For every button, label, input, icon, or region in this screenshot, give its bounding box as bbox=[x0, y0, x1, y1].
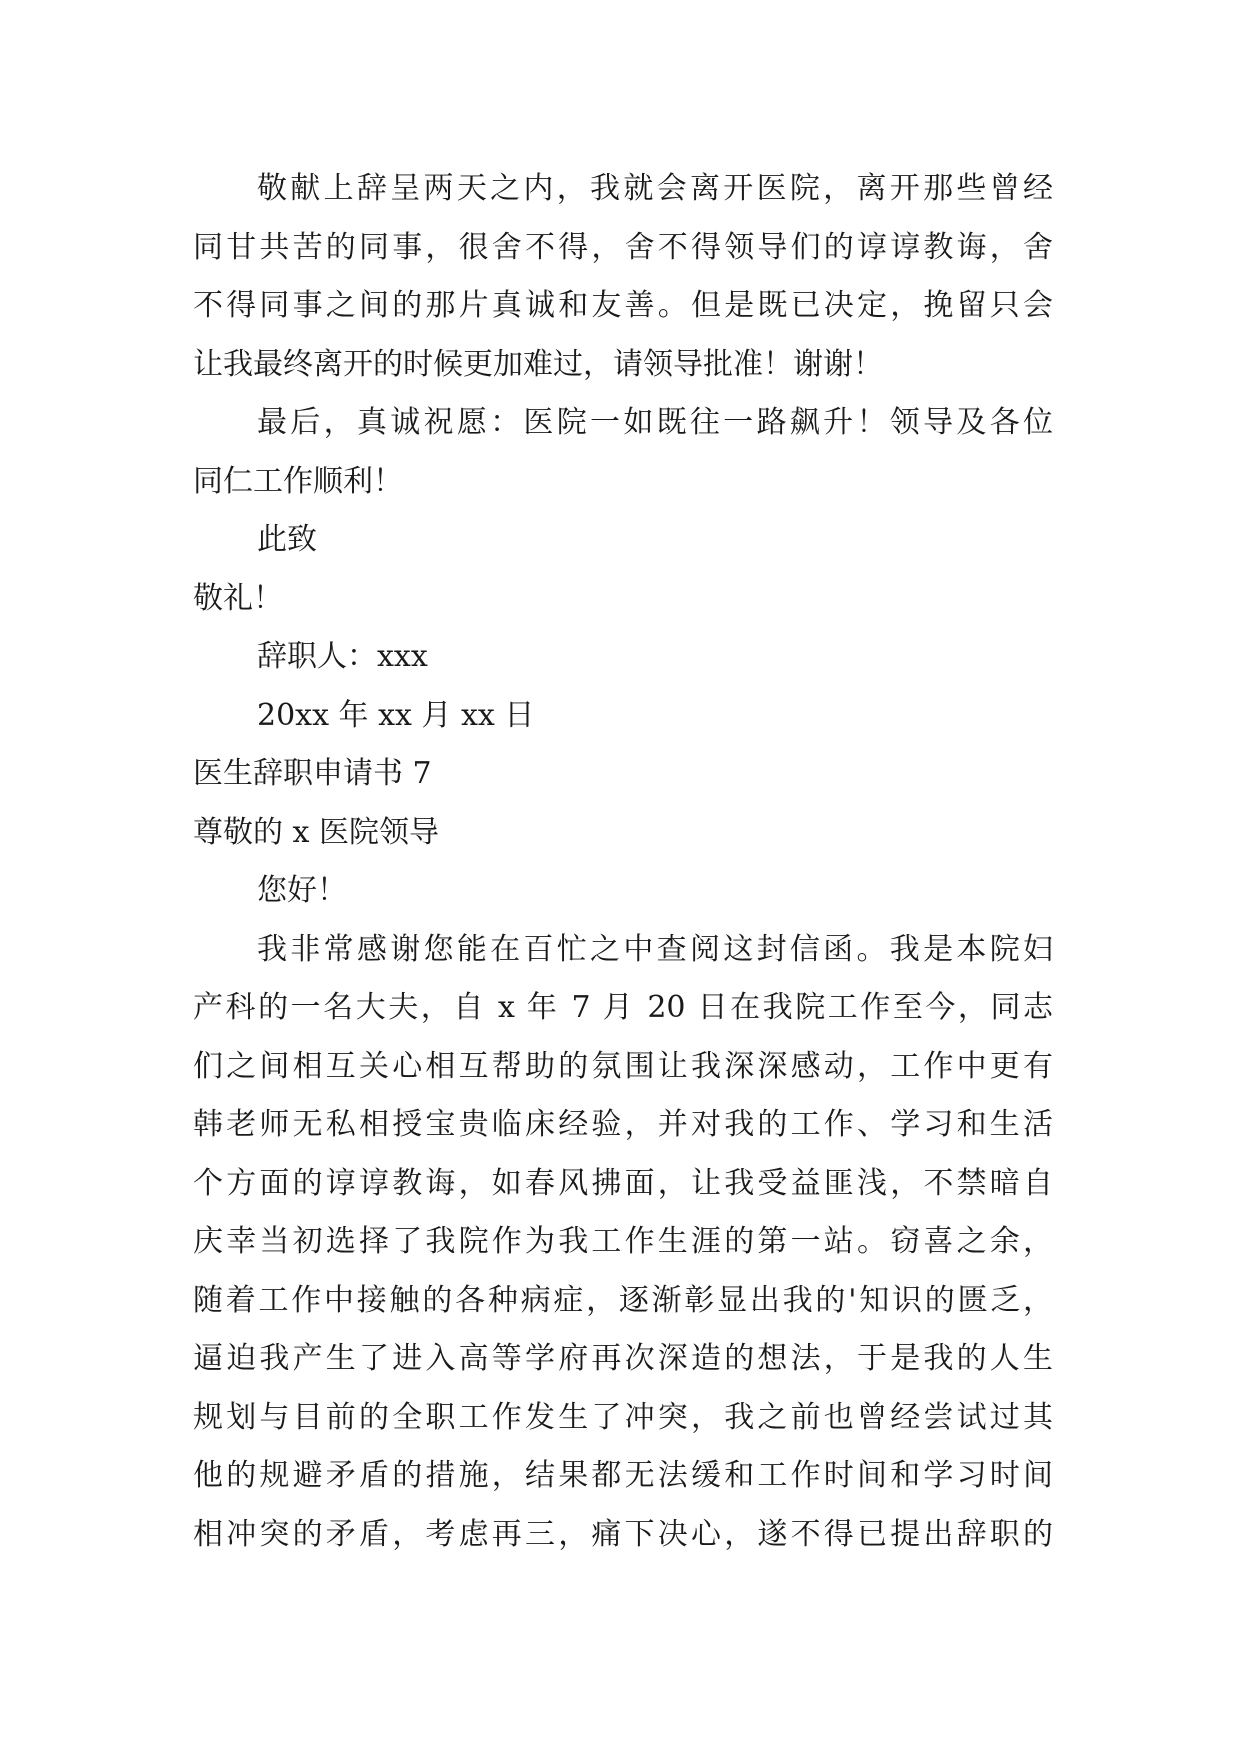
paragraph-line: 他的规避矛盾的措施，结果都无法缓和工作时间和学习时间 bbox=[193, 1458, 1053, 1493]
closing-regards: 敬礼！ bbox=[193, 580, 283, 616]
paragraph-line: 同仁工作顺利！ bbox=[193, 463, 403, 499]
paragraph-line: 同甘共苦的同事，很舍不得，舍不得领导们的谆谆教诲，舍 bbox=[193, 229, 1053, 265]
paragraph-line: 随着工作中接触的各种病症，逐渐彰显出我的'知识的匮乏， bbox=[193, 1282, 1053, 1318]
paragraph-line: 个方面的谆谆教诲，如春风拂面，让我受益匪浅，不禁暗自 bbox=[193, 1165, 1053, 1201]
paragraph-line: 逼迫我产生了进入高等学府再次深造的想法，于是我的人生 bbox=[193, 1341, 1053, 1376]
closing-salutation: 此致 bbox=[257, 522, 317, 557]
section-heading: 医生辞职申请书 7 bbox=[193, 756, 432, 791]
paragraph-line: 相冲突的矛盾，考虑再三，痛下决心，遂不得已提出辞职的 bbox=[193, 1516, 1053, 1552]
paragraph-line: 让我最终离开的时候更加难过，请领导批准！谢谢！ bbox=[193, 346, 883, 382]
paragraph-line: 庆幸当初选择了我院作为我工作生涯的第一站。窃喜之余， bbox=[193, 1224, 1053, 1259]
date-line: 20xx 年 xx 月 xx 日 bbox=[257, 697, 535, 733]
recipient-line: 尊敬的 x 医院领导 bbox=[193, 814, 439, 850]
paragraph-line: 我非常感谢您能在百忙之中查阅这封信函。我是本院妇 bbox=[257, 931, 1053, 967]
paragraph-line: 最后，真诚祝愿：医院一如既往一路飙升！领导及各位 bbox=[257, 405, 1053, 440]
paragraph-line: 不得同事之间的那片真诚和友善。但是既已决定，挽留只会 bbox=[193, 288, 1053, 323]
paragraph-line: 们之间相互关心相互帮助的氛围让我深深感动，工作中更有 bbox=[193, 1048, 1053, 1084]
signature-line: 辞职人：xxx bbox=[257, 639, 428, 674]
paragraph-line: 产科的一名大夫，自 x 年 7 月 20 日在我院工作至今，同志 bbox=[193, 990, 1053, 1025]
greeting-line: 您好！ bbox=[257, 873, 347, 908]
paragraph-line: 韩老师无私相授宝贵临床经验，并对我的工作、学习和生活 bbox=[193, 1107, 1053, 1142]
paragraph-line: 规划与目前的全职工作发生了冲突，我之前也曾经尝试过其 bbox=[193, 1399, 1053, 1435]
paragraph-line: 敬献上辞呈两天之内，我就会离开医院，离开那些曾经 bbox=[257, 171, 1053, 206]
letter-body bbox=[193, 160, 1053, 1564]
